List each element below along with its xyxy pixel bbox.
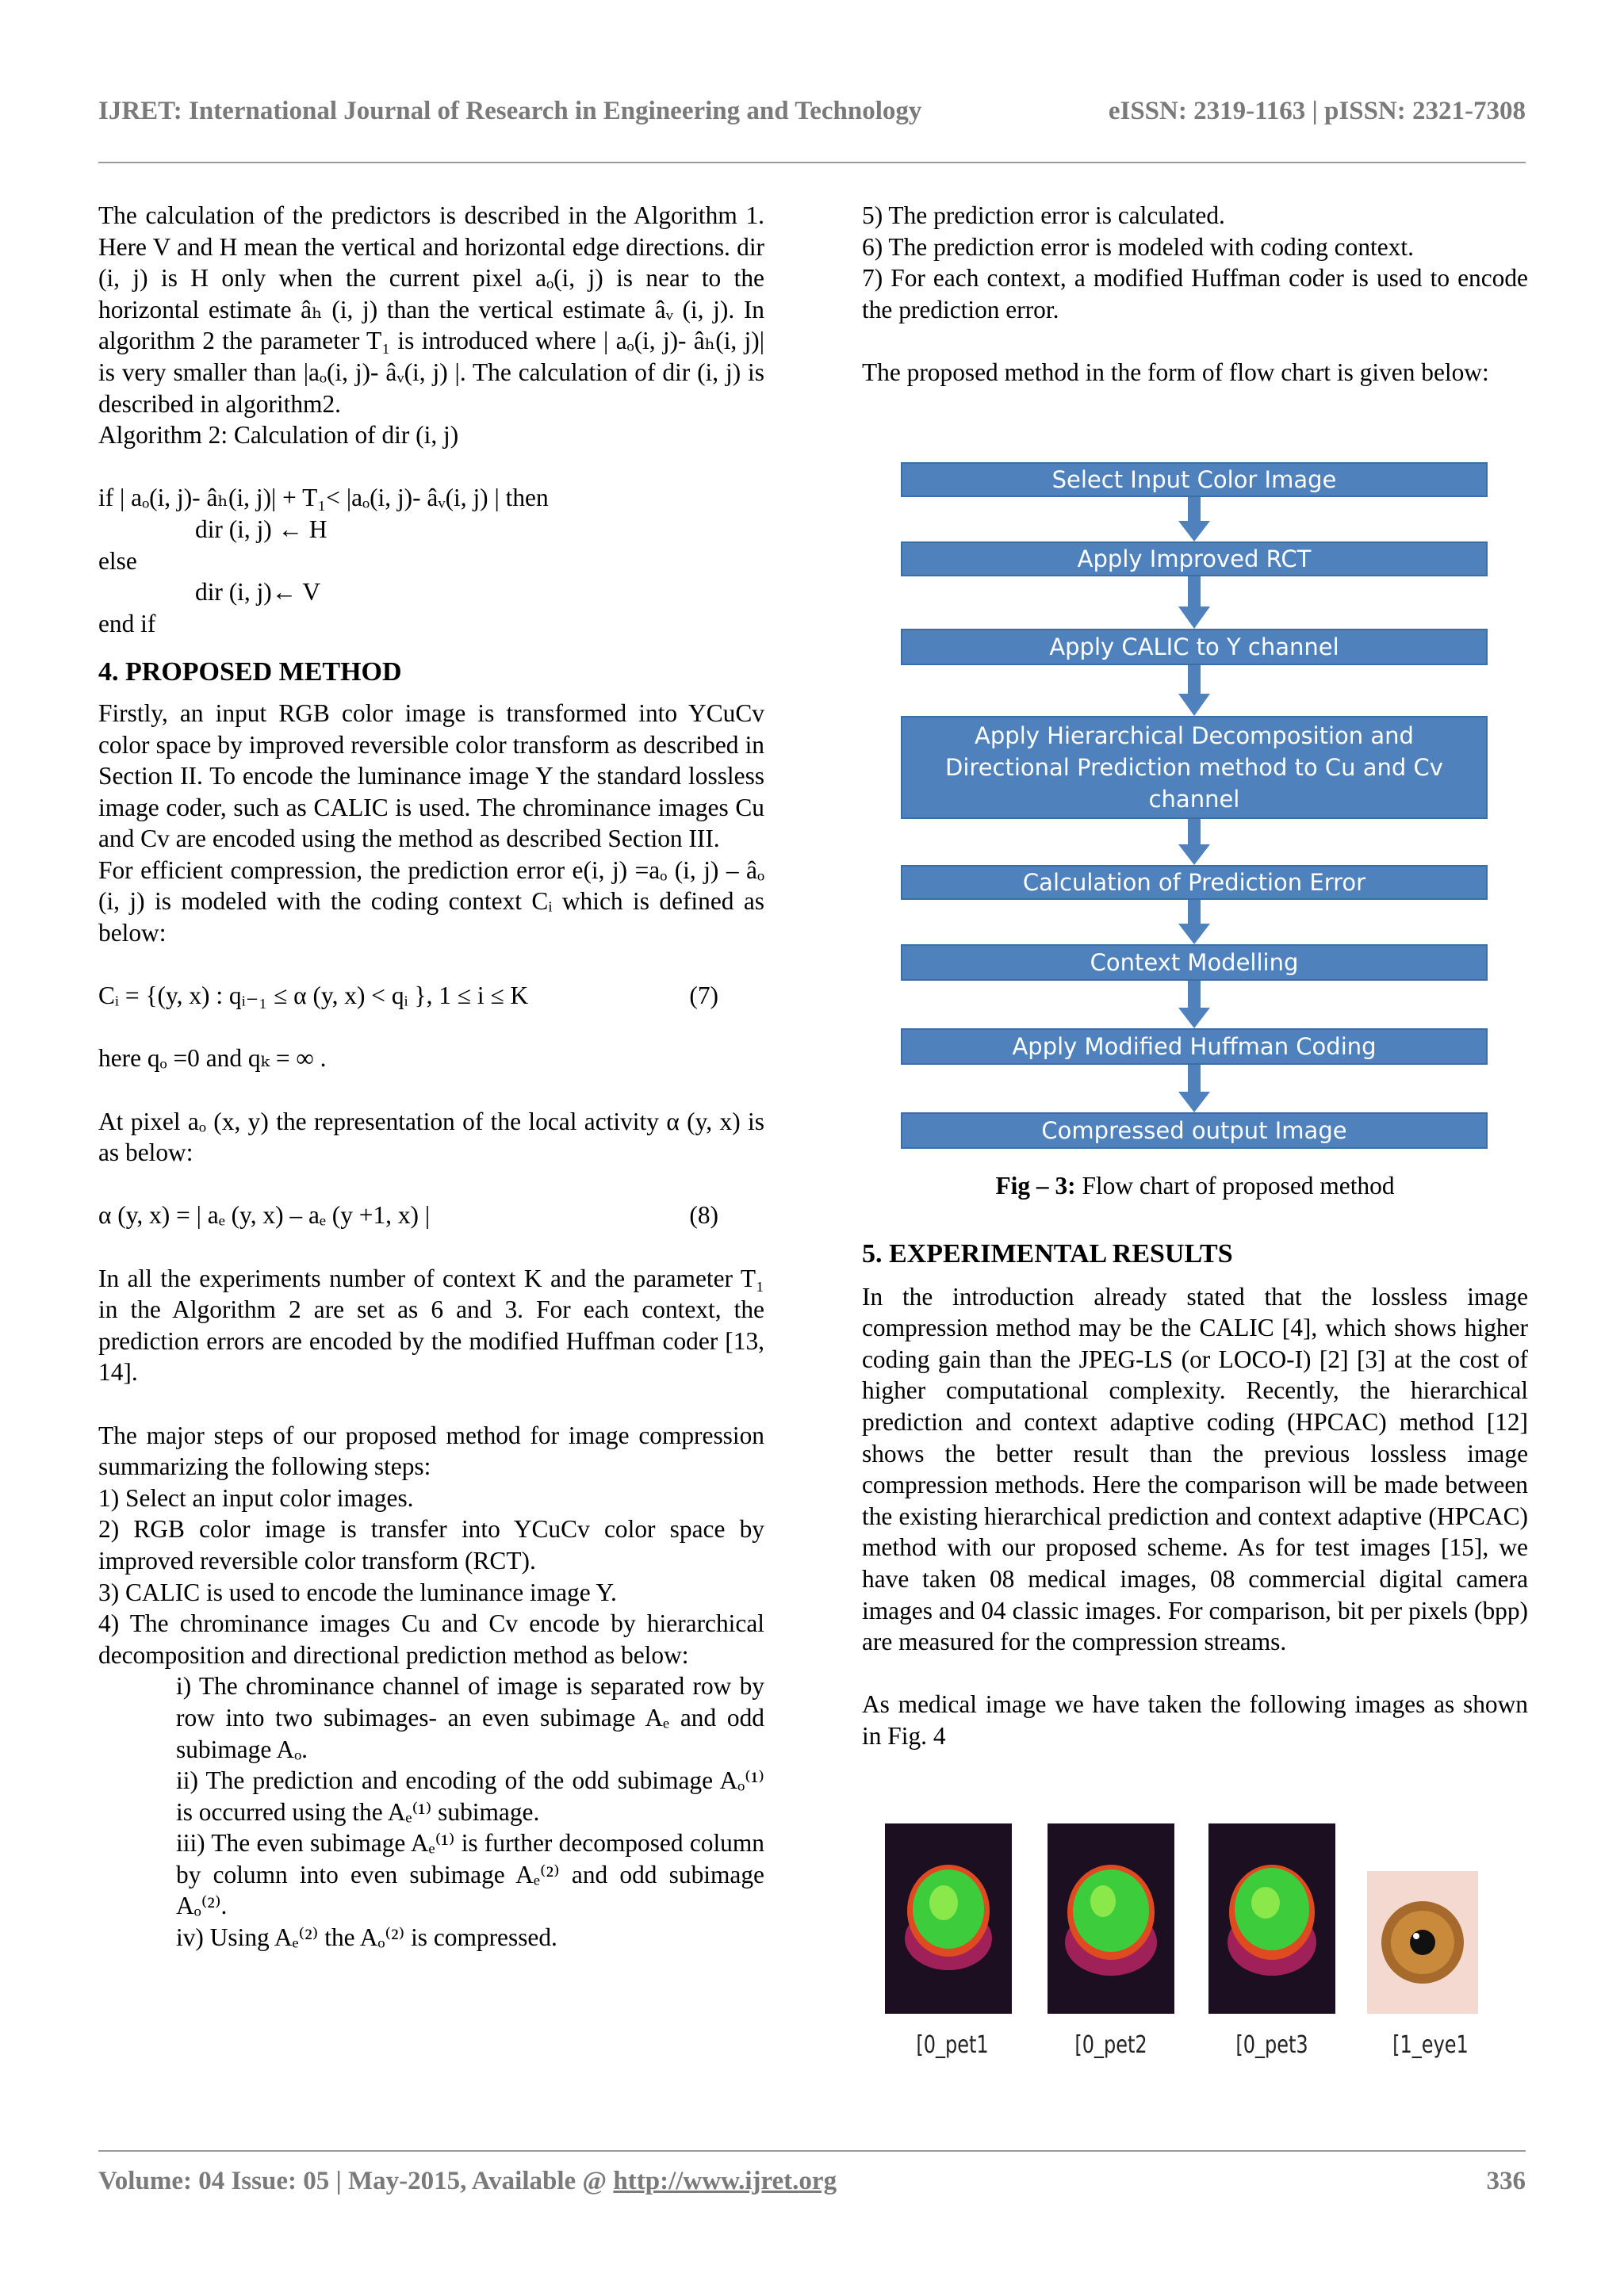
flow-box-improved-rct: Apply Improved RCT [901,541,1488,576]
footer-rule [98,2150,1526,2152]
header-rule [98,162,1526,163]
equation-8-number: (8) [689,1201,718,1230]
flow-arrow-3 [1178,665,1210,716]
section-5 [862,1238,1528,1752]
section-5-heading: 5. EXPERIMENTAL RESULTS [862,1239,1233,1269]
footer-volume [98,2167,837,2196]
algorithm-title: Algorithm 2: Calculation of dir (i, j) [98,421,459,450]
footer-volume-text: Volume: 04 Issue: 05 | May-2015, Available @ [98,2167,614,2195]
intro-paragraph: The calculation of the predictors is described in the Algorithm 1. Here V and H mean the vertical and horizontal edge directions. dir (i, j) is H only when the current pixel aₒ(i, j) is near to the horizontal estimate âₕ (i, j) than the vertical estimate âᵥ (i, j). In algorithm 2 the parameter T₁ is introduced where | aₒ(i, j)- âₕ(i, j)| is very smaller than |aₒ(i, j)- âᵥ(i, j) |. The calculation of dir (i, j) is described in algorithm2. [98,201,764,418]
flow-arrow-5 [1178,900,1210,944]
figure-3-text: Flow chart of proposed method [1075,1172,1395,1200]
section-5-paragraph-1: In the introduction already stated that the lossless image compression method may be the CALIC [4], which shows higher coding gain than the JPEG-LS (or LOCO-I) [2] [3] at the cost of higher computational complexity. Recently, the hierarchical prediction and context adaptive coding (HPCAC) method [12] shows the better result than the previous lossless image compression methods. Here the comparison will be made between the existing hierarchical prediction and context adaptive (HPCAC) method with our proposed scheme. As for test images [15], we have taken 08 medical images, 08 commercial digital camera images and 04 classic images. For comparison, bit per pixels (bpp) are measured for the compression streams. [862,1282,1528,1656]
step-5: 5) The prediction error is calculated. [862,201,1225,229]
flow-arrow-7 [1178,1065,1210,1112]
equation-7 [98,980,764,1012]
flow-box-select-input: Select Input Color Image [901,462,1488,497]
substep-3: iii) The even subimage Aₑ⁽¹⁾ is further decomposed column by column into even subimage Aₑ⁽²⁾ and odd subimage Aₒ⁽²⁾. [176,1829,764,1920]
image-label-pet3: [0_pet3 [1235,2031,1308,2059]
substep-2: ii) The prediction and encoding of the odd subimage Aₒ⁽¹⁾ is occurred using the Aₑ⁽¹⁾ subimage. [176,1766,764,1826]
section-4-paragraph-1: Firstly, an input RGB color image is transformed into YCuCv color space by improved reversible color transform as described in Section II. To encode the luminance image Y the standard lossless image coder, such as CALIC is used. The chrominance images Cu and Cv are encoded using the method as described Section III. [98,698,764,853]
section-4-heading: 4. PROPOSED METHOD [98,657,402,687]
flow-arrow-4 [1178,819,1210,865]
left-column [98,200,764,1954]
flow-box-calic: Apply CALIC to Y channel [901,629,1488,665]
issn: eISSN: 2319-1163 | pISSN: 2321-7308 [1108,97,1526,125]
step-2: 2) RGB color image is transfer into YCuCv color space by improved reversible color transform (RCT). [98,1515,764,1575]
figure-3-label: Fig – 3: [995,1172,1076,1200]
flow-arrow-1 [1178,497,1210,541]
pet-scan-image-2 [1048,1823,1174,2014]
step-3: 3) CALIC is used to encode the luminance image Y. [98,1578,617,1606]
flowchart-intro: The proposed method in the form of flow chart is given below: [862,358,1489,386]
substep-4: iv) Using Aₑ⁽²⁾ the Aₒ⁽²⁾ is compressed. [176,1923,557,1952]
steps-intro: The major steps of our proposed method for image compression summarizing the following steps: [98,1421,764,1481]
algorithm-if: if | aₒ(i, j)- âₕ(i, j)| + T₁< |aₒ(i, j)- âᵥ(i, j) | then [98,484,549,512]
algorithm-assign-h: dir (i, j) ← H [195,515,327,543]
experiments-paragraph: In all the experiments number of context K and the parameter T₁ in the Algorithm 2 are set as 6 and 3. For each context, the prediction errors are encoded by the modified Huffman coder [13, 14]. [98,1264,764,1387]
section-5-paragraph-2: As medical image we have taken the following images as shown in Fig. 4 [862,1690,1528,1750]
flow-box-compressed-output: Compressed output Image [901,1112,1488,1149]
pet-scan-image-1 [885,1823,1012,2014]
step-4: 4) The chrominance images Cu and Cv encode by hierarchical decomposition and directional prediction method as below: [98,1609,764,1669]
flow-box-prediction-error: Calculation of Prediction Error [901,865,1488,900]
local-activity-paragraph: At pixel aₒ (x, y) the representation of the local activity α (y, x) is as below: [98,1107,764,1167]
figure-3-caption [862,1172,1528,1200]
equation-8 [98,1200,764,1231]
journal-link[interactable]: http://www.ijret.org [613,2167,837,2195]
step-7: 7) For each context, a modified Huffman coder is used to encode the prediction error. [862,264,1528,323]
right-column [862,200,1528,388]
algorithm-else: else [98,546,137,575]
flow-arrow-2 [1178,576,1210,629]
section-4-paragraph-2: For efficient compression, the prediction error e(i, j) =aₒ (i, j) – âₒ (i, j) is modeled with the coding context Cᵢ which is defined as below: [98,855,764,947]
algorithm-assign-v: dir (i, j)← V [195,578,321,607]
equation-8-body: α (y, x) = | aₑ (y, x) – aₑ (y +1, x) | [98,1201,431,1230]
equation-7-body: Cᵢ = {(y, x) : qᵢ₋₁ ≤ α (y, x) < qᵢ }, 1 ≤ i ≤ K [98,982,529,1010]
page-footer [98,2167,1526,2206]
pet-scan-image-3 [1208,1823,1335,2014]
q-definition: here qₒ =0 and qₖ = ∞ . [98,1044,327,1073]
flow-arrow-6 [1178,981,1210,1028]
algorithm-end: end if [98,609,156,637]
substep-1: i) The chrominance channel of image is separated row by row into two subimages- an even subimage Aₑ and odd subimage Aₒ. [176,1672,764,1763]
equation-7-number: (7) [689,982,718,1010]
flowchart [901,462,1488,1160]
flow-box-context-modelling: Context Modelling [901,944,1488,981]
journal-title: IJRET: International Journal of Research in Engineering and Technology [98,97,922,125]
step-1: 1) Select an input color images. [98,1483,414,1512]
image-label-eye1: [1_eye1 [1392,2031,1469,2059]
image-label-pet2: [0_pet2 [1074,2031,1147,2059]
step-6: 6) The prediction error is modeled with coding context. [862,232,1414,261]
flow-box-hierarchical-decomposition: Apply Hierarchical Decomposition and Directional Prediction method to Cu and Cv channel [901,716,1488,819]
page-number: 336 [1486,2167,1526,2195]
page-header [98,97,1526,136]
medical-images [885,1823,1535,2093]
eye-image [1367,1871,1478,2014]
image-label-pet1: [0_pet1 [916,2031,989,2059]
flow-box-huffman-coding: Apply Modified Huffman Coding [901,1028,1488,1065]
